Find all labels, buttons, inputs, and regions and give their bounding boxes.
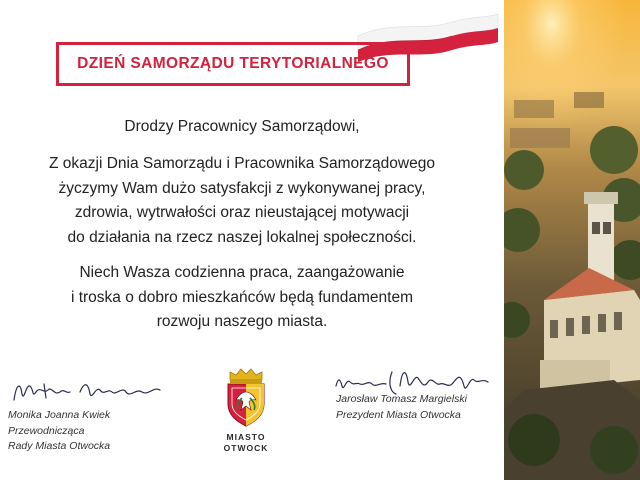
paragraph-line: Z okazji Dnia Samorządu i Pracownika Samorządowego	[49, 155, 435, 172]
letter-paragraph-2	[0, 261, 484, 335]
signature-name: Jarosław Tomasz Margielski	[336, 393, 467, 405]
signature-left-caption	[8, 408, 110, 455]
signature-role: Prezydent Miasta Otwocka	[336, 408, 461, 421]
page-title: DZIEŃ SAMORZĄDU TERYTORIALNEGO	[77, 55, 389, 72]
signature-role: Rady Miasta Otwocka	[8, 440, 111, 452]
signature-name: Monika Joanna Kwiek	[8, 409, 111, 421]
crest-name-line-1: MIASTO	[226, 432, 266, 442]
city-hall-aerial-photo	[504, 0, 640, 480]
paragraph-line: życzymy Wam dużo satysfakcji z wykonywanej pracy,	[58, 179, 426, 197]
paragraph-line: do działania na rzecz naszej lokalnej społeczności.	[67, 228, 417, 246]
paragraph-line: i troska o dobro mieszkańców będą fundamentem	[70, 288, 414, 306]
paragraph-line: Niech Wasza codzienna praca, zaangażowanie	[79, 264, 405, 281]
title-frame	[56, 42, 410, 86]
signature-right-caption	[336, 392, 467, 423]
crest-name-line-2: OTWOCK	[223, 443, 269, 453]
letter-greeting: Drodzy Pracownicy Samorządowi,	[124, 118, 360, 135]
otwock-coat-of-arms-icon	[222, 366, 270, 428]
paragraph-line: rozwoju naszego miasta.	[156, 313, 328, 330]
signature-right	[330, 364, 500, 421]
letter-paragraph-1	[0, 152, 484, 250]
signature-left	[4, 372, 184, 452]
paragraph-line: zdrowia, wytrwałości oraz nieustającej motywacji	[74, 204, 410, 221]
handwritten-signature-left	[4, 372, 174, 408]
signature-role: Przewodnicząca	[8, 424, 85, 437]
